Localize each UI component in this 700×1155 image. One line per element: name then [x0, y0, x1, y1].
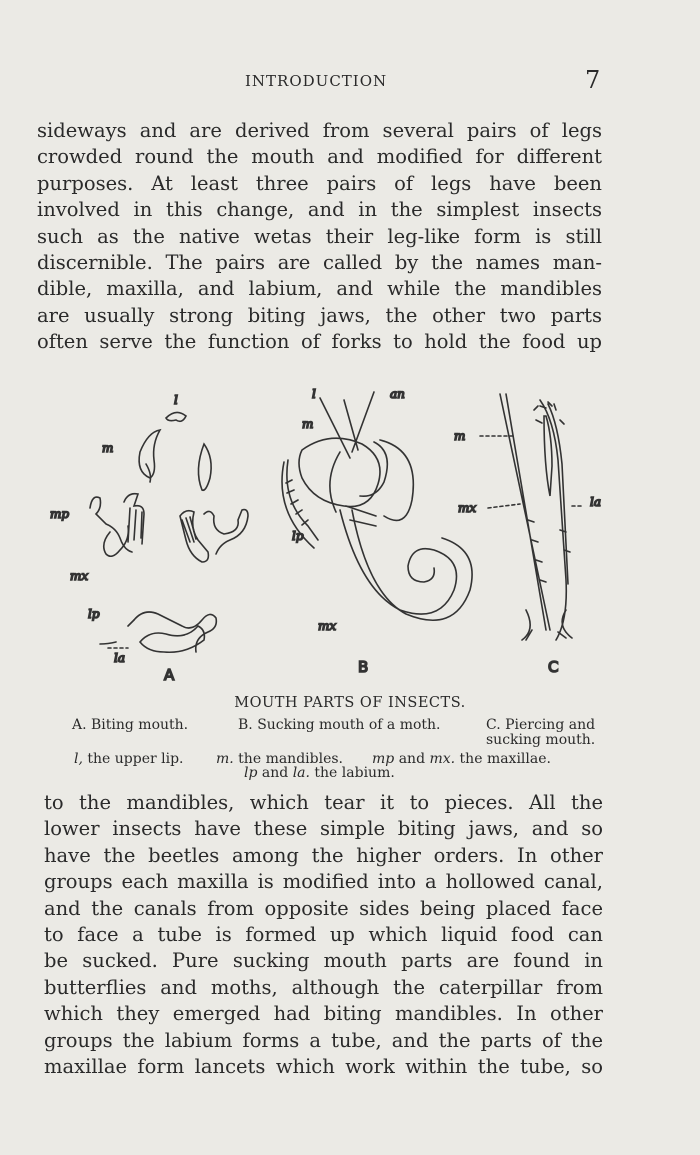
- label-b-m: m: [302, 417, 314, 431]
- text-line: often serve the function of forks to hold the food up: [37, 330, 602, 354]
- label-a-la: la: [114, 651, 125, 665]
- key-maxillae: mp and mx. the maxillae.: [372, 751, 551, 767]
- mouth-parts-figure: [40, 380, 640, 690]
- label-b-letter: B: [358, 658, 369, 676]
- text-line: to face a tube is formed up which liquid food can: [44, 923, 603, 947]
- label-a-l: l: [174, 393, 178, 407]
- text-line: and the canals from opposite sides being placed face: [44, 896, 603, 920]
- label-a-lp: lp: [88, 607, 100, 621]
- text-line: purposes. At least three pairs of legs have been: [37, 171, 602, 195]
- text-line: groups each maxilla is modified into a hollowed canal,: [44, 870, 603, 894]
- label-c-m: m: [454, 429, 466, 443]
- paragraph-top: [37, 118, 602, 356]
- label-b-lp: lp: [292, 529, 304, 543]
- text-line: crowded round the mouth and modified for different: [37, 145, 602, 169]
- text-line: maxillae form lancets which work within the tube, so: [44, 1055, 603, 1079]
- label-c-la: la: [590, 495, 601, 509]
- text-line: sideways and are derived from several pairs of legs: [37, 119, 602, 142]
- caption-b: B. Sucking mouth of a moth.: [238, 717, 441, 733]
- text-line: butterflies and moths, although the caterpillar from: [44, 975, 603, 999]
- key-mandibles: m. the mandibles.: [216, 751, 343, 767]
- figure-caption-title: MOUTH PARTS OF INSECTS.: [234, 695, 466, 711]
- text-line: which they emerged had biting mandibles. In other: [44, 1002, 603, 1026]
- text-line: be sucked. Pure sucking mouth parts are found in: [44, 949, 603, 973]
- caption-c-line1: C. Piercing and: [486, 717, 596, 733]
- label-a-mx: mx: [70, 569, 89, 583]
- text-line: dible, maxilla, and labium, and while the mandibles: [37, 277, 602, 301]
- label-a-letter: A: [164, 666, 175, 684]
- text-line: involved in this change, and in the simplest insects: [37, 198, 602, 222]
- label-b-an: an: [390, 387, 405, 401]
- label-c-mx: mx: [458, 501, 477, 515]
- page-number: 7: [585, 66, 601, 94]
- text-line: lower insects have these simple biting jaws, and so: [44, 817, 603, 841]
- text-line: are usually strong biting jaws, the other two parts: [37, 303, 602, 327]
- text-line: such as the native wetas their leg-like form is still: [37, 224, 602, 248]
- caption-c-line2: sucking mouth.: [486, 732, 596, 748]
- text-line: have the beetles among the higher orders. In other: [44, 843, 603, 867]
- text-line: groups the labium forms a tube, and the parts of the: [44, 1028, 603, 1052]
- text-line: discernible. The pairs are called by the names man-: [37, 251, 602, 275]
- paragraph-bottom: [44, 790, 603, 1080]
- caption-a: A. Biting mouth.: [72, 717, 189, 733]
- drawing-a-biting-mouth: [90, 412, 248, 652]
- drawing-c-piercing-mouth: [500, 394, 572, 640]
- label-b-mx: mx: [318, 619, 337, 633]
- text-line: to the mandibles, which tear it to pieces. All the: [44, 791, 603, 814]
- label-a-mp: mp: [50, 507, 70, 521]
- running-head: INTRODUCTION: [245, 72, 388, 90]
- key-upper-lip: l, the upper lip.: [74, 751, 184, 767]
- label-b-l: l: [312, 387, 316, 401]
- key-labium: lp and la. the labium.: [244, 765, 395, 781]
- label-a-m: m: [102, 441, 114, 455]
- label-c-letter: C: [548, 658, 559, 676]
